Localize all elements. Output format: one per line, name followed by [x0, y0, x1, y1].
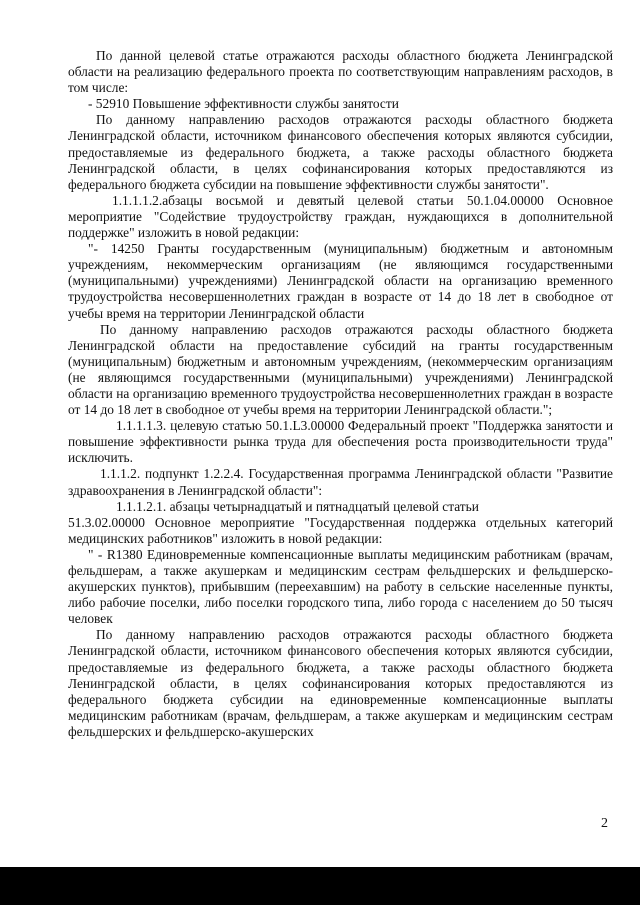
paragraph-code-r1380: " - R1380 Единовременные компенсационные выплаты медицинским работникам (врачам, фельдшерам, а также акушеркам и медицинским сестрам фельдшерских и фельдшерско-акушерских пунктов), прибывшим (переехавшим) на работу в сельские населенные пункты, либо рабочие поселки, либо поселки городского типа, либо города с населением до 50 тысяч человек: [68, 546, 613, 627]
paragraph-item-1-1-1-2: 1.1.1.2. подпункт 1.2.2.4. Государственная программа Ленинградской области "Развитие здравоохранения в Ленинградской области":: [68, 466, 613, 498]
paragraph-medical-compensation-expenses: По данному направлению расходов отражаются расходы областного бюджета Ленинградской области, источником финансового обеспечения которых являются субсидии, предоставляемые из федерального бюджета, а также расходы областного бюджета Ленинградской области, в целях софинансирования которых предоставляются из федерального бюджета субсидии на единовременные компенсационные выплаты медицинским работникам (врачам, фельдшерам, а также акушеркам и медицинским сестрам фельдшерских и фельдшерско-акушерских: [68, 627, 613, 739]
scan-bottom-edge: [0, 867, 640, 905]
paragraph-item-1-1-1-1-3: 1.1.1.1.3. целевую статью 50.1.L3.00000 Федеральный проект "Поддержка занятости и повышение эффективности рынка труда для обеспечения роста производительности труда" исключить.: [68, 418, 613, 466]
paragraph-target-article-intro: По данной целевой статье отражаются расходы областного бюджета Ленинградской области на реализацию федерального проекта по соответствующим направлениям расходов, в том числе:: [68, 48, 613, 96]
paragraph-article-51-3-02: 51.3.02.00000 Основное мероприятие "Государственная поддержка отдельных категорий медицинских работников" изложить в новой редакции:: [68, 514, 613, 546]
paragraph-code-14250: "- 14250 Гранты государственным (муниципальным) бюджетным и автономным учреждениям, некоммерческим организациям (не являющимся государственными (муниципальными) учреждениями) Ленинградской области на организацию временного трудоустройства несовершеннолетних граждан в возрасте от 14 до 18 лет в свободное от учебы время на территории Ленинградской области: [68, 241, 613, 321]
paragraph-grants-expenses: По данному направлению расходов отражаются расходы областного бюджета Ленинградской области на предоставление субсидий на гранты государственным (муниципальным) бюджетным и автономным учреждениям, (некоммерческим организациям (не являющимся государственными (муниципальными) учреждениями) Ленинградской области на организацию временного трудоустройства несовершеннолетних граждан в возрасте от 14 до 18 лет в свободное от учебы время на территории Ленинградской области.";: [68, 321, 613, 418]
paragraph-employment-service-expenses: По данному направлению расходов отражаются расходы областного бюджета Ленинградской области, источником финансового обеспечения которых являются субсидии, предоставляемые из федерального бюджета, а также расходы областного бюджета Ленинградской области, в целях софинансирования которых предоставляются из федерального бюджета субсидии на повышение эффективности службы занятости".: [68, 112, 613, 192]
page-number: 2: [601, 816, 608, 831]
document-body: [68, 48, 613, 740]
paragraph-item-1-1-1-1-2: 1.1.1.1.2.абзацы восьмой и девятый целевой статьи 50.1.04.00000 Основное мероприятие "Содействие трудоустройству граждан, нуждающихся в дополнительной поддержке" изложить в новой редакции:: [68, 192, 613, 241]
paragraph-code-52910: - 52910 Повышение эффективности службы занятости: [88, 96, 399, 112]
paragraph-item-1-1-1-2-1: 1.1.1.2.1. абзацы четырнадцатый и пятнадцатый целевой статьи: [116, 498, 479, 514]
